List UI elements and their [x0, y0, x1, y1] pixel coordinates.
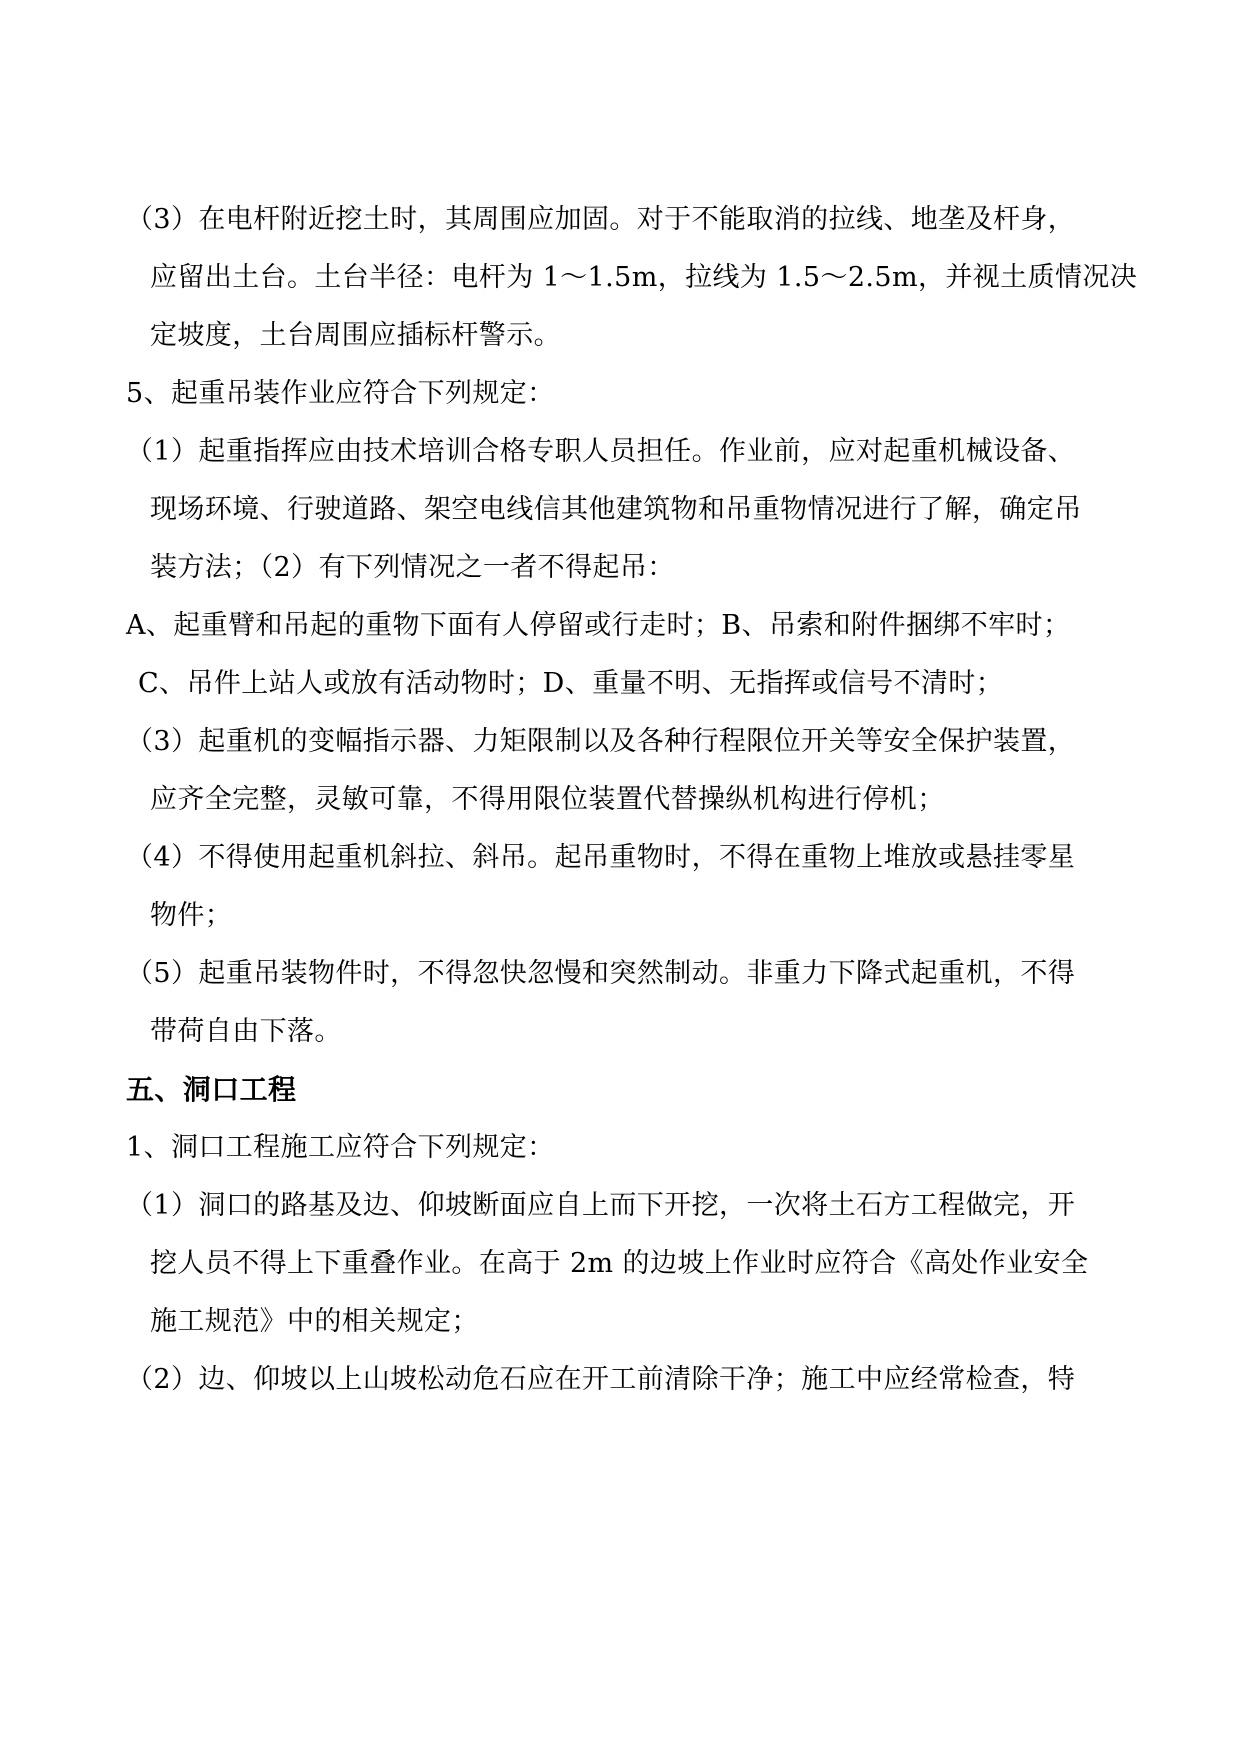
item-3-line-1: （3）起重机的变幅指示器、力矩限制以及各种行程限位开关等安全保护装置， [126, 726, 1076, 757]
condition-a-b: A、起重臂和吊起的重物下面有人停留或行走时；B、吊索和附件捆绑不牢时； [126, 610, 1071, 641]
section-1-title: 1、洞口工程施工应符合下列规定： [126, 1132, 555, 1163]
item-4-line-1: （4）不得使用起重机斜拉、斜吊。起吊重物时，不得在重物上堆放或悬挂零星 [126, 842, 1076, 873]
item-1-line-1: （1）起重指挥应由技术培训合格专职人员担任。作业前，应对起重机械设备、 [126, 436, 1076, 467]
section-heading: 五、洞口工程 [126, 1073, 297, 1106]
item-5-line-1: （5）起重吊装物件时，不得忽快忽慢和突然制动。非重力下降式起重机，不得 [126, 958, 1076, 989]
item-1-line-2: 现场环境、行驶道路、架空电线信其他建筑物和吊重物情况进行了解，确定吊 [150, 494, 1082, 525]
section-5-title: 5、起重吊装作业应符合下列规定： [126, 378, 555, 409]
tunnel-item-1-line-3: 施工规范》中的相关规定； [150, 1306, 479, 1337]
condition-c-d: C、吊件上站人或放有活动物时；D、重量不明、无指挥或信号不清时； [138, 668, 1004, 699]
item-3-line-2: 应齐全完整，灵敏可靠，不得用限位装置代替操纵机构进行停机； [150, 784, 945, 815]
item-5-line-2: 带荷自由下落。 [150, 1016, 342, 1047]
paragraph-3-line-2: 应留出土台。土台半径：电杆为 1～1.5m，拉线为 1.5～2.5m，并视土质情况决 [150, 262, 1138, 293]
tunnel-item-1-line-2: 挖人员不得上下重叠作业。在高于 2m 的边坡上作业时应符合《高处作业安全 [150, 1248, 1089, 1279]
tunnel-item-1-line-1: （1）洞口的路基及边、仰坡断面应自上而下开挖，一次将土石方工程做完，开 [126, 1190, 1076, 1221]
item-4-line-2: 物件； [150, 900, 233, 931]
paragraph-3-line-1: （3）在电杆附近挖土时，其周围应加固。对于不能取消的拉线、地垄及杆身， [126, 204, 1076, 235]
tunnel-item-2-line-1: （2）边、仰坡以上山坡松动危石应在开工前清除干净；施工中应经常检查，特 [126, 1364, 1076, 1395]
item-1-line-3: 装方法；（2）有下列情况之一者不得起吊： [150, 552, 675, 583]
paragraph-3-line-3: 定坡度，土台周围应插标杆警示。 [150, 320, 561, 351]
